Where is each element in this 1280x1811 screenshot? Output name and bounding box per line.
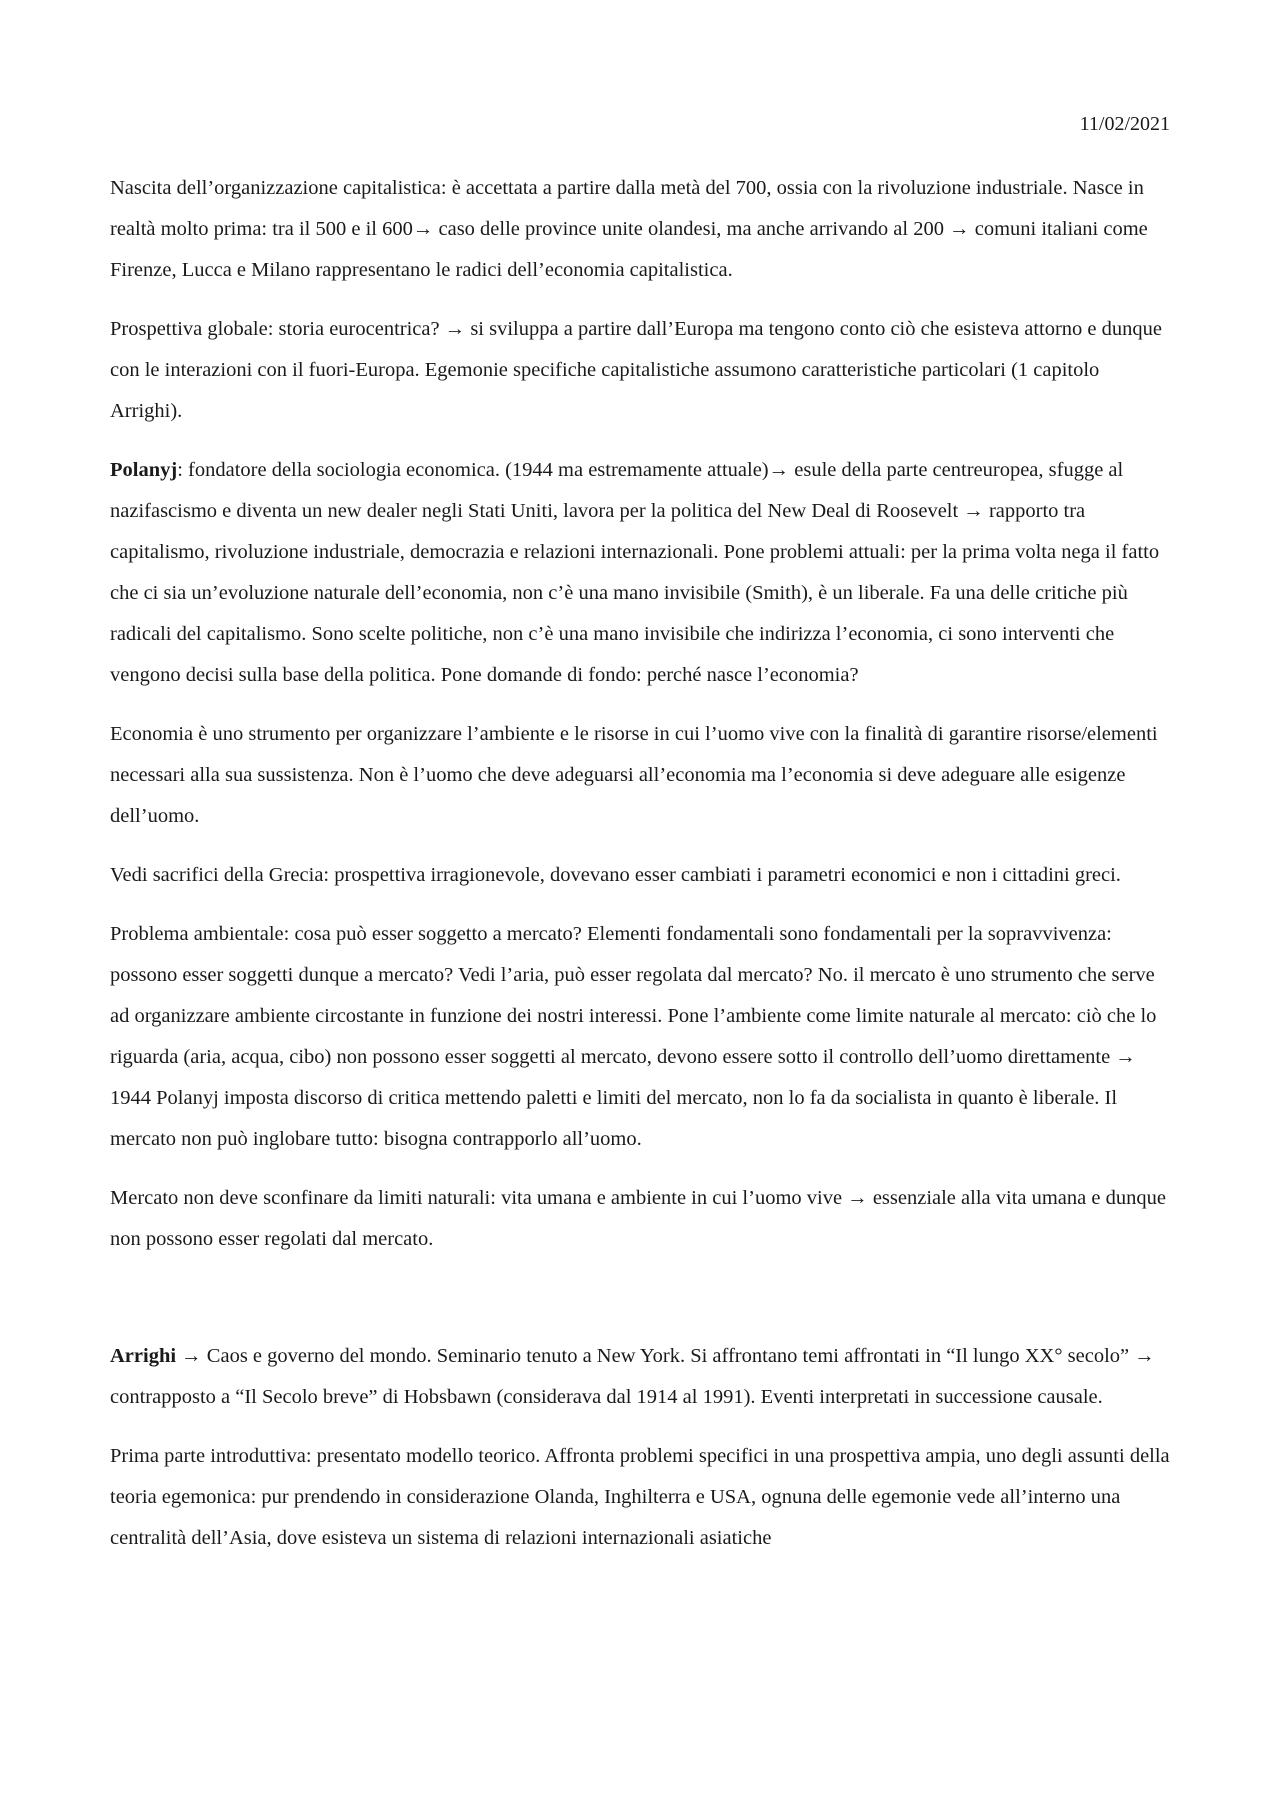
paragraph-text: Economia è uno strumento per organizzare l’ambiente e le risorse in cui l’uomo vive con la finalità di garantire risorse/elementi necessari alla sua sussistenza. Non è l’uomo che deve adeguarsi all’economia ma l’economia si deve adeguare alle esigenze dell’uomo.	[110, 723, 1158, 827]
paragraph-text: Vedi sacrifici della Grecia: prospettiva irragionevole, dovevano esser cambiati i parametri economici e non i cittadini greci.	[110, 864, 1121, 886]
paragraph	[110, 714, 1170, 837]
paragraph-text: → Caos e governo del mondo. Seminario tenuto a New York. Si affrontano temi affrontati in “Il lungo XX° secolo” → contrapposto a “Il Secolo breve” di Hobsbawn (considerava dal 1914 al 1991). Eventi interpretati in successione causale.	[110, 1345, 1155, 1408]
paragraph-bold-lead: Polanyj	[110, 459, 178, 481]
paragraph-text: Problema ambientale: cosa può esser soggetto a mercato? Elementi fondamentali sono fondamentali per la sopravvivenza: possono esser soggetti dunque a mercato? Vedi l’aria, può esser regolata dal mercato? No. il mercato è uno strumento che serve ad organizzare ambiente circostante in funzione dei nostri interessi. Pone l’ambiente come limite naturale al mercato: ciò che lo riguarda (aria, acqua, cibo) non possono esser soggetti al mercato, devono essere sotto il controllo dell’uomo direttamente → 1944 Polanyj imposta discorso di critica mettendo paletti e limiti del mercato, non lo fa da socialista in quanto è liberale. Il mercato non può inglobare tutto: bisogna contrapporlo all’uomo.	[110, 923, 1157, 1150]
paragraph	[110, 1178, 1170, 1260]
paragraph	[110, 1336, 1170, 1418]
paragraph-text: Mercato non deve sconfinare da limiti naturali: vita umana e ambiente in cui l’uomo vive → essenziale alla vita umana e dunque non possono esser regolati dal mercato.	[110, 1187, 1166, 1250]
document-date: 11/02/2021	[1079, 113, 1170, 135]
paragraph-text: : fondatore della sociologia economica. (1944 ma estremamente attuale)→ esule della parte centreuropea, sfugge al nazifascismo e diventa un new dealer negli Stati Uniti, lavora per la politica del New Deal di Roosevelt → rapporto tra capitalismo, rivoluzione industriale, democrazia e relazioni internazionali. Pone problemi attuali: per la prima volta nega il fatto che ci sia un’evoluzione naturale dell’economia, non c’è una mano invisibile (Smith), è un liberale. Fa una delle critiche più radicali del capitalismo. Sono scelte politiche, non c’è una mano invisibile che indirizza l’economia, ci sono interventi che vengono decisi sulla base della politica. Pone domande di fondo: perché nasce l’economia?	[110, 459, 1160, 686]
paragraph-text: Nascita dell’organizzazione capitalistica: è accettata a partire dalla metà del 700, ossia con la rivoluzione industriale. Nasce in realtà molto prima: tra il 500 e il 600→ caso delle province unite olandesi, ma anche arrivando al 200 → comuni italiani come Firenze, Lucca e Milano rappresentano le radici dell’economia capitalistica.	[110, 177, 1148, 281]
section-spacer	[110, 1278, 1170, 1336]
paragraph-bold-lead: Arrighi	[110, 1345, 177, 1367]
paragraph	[110, 914, 1170, 1160]
paragraph	[110, 309, 1170, 432]
document-body	[110, 168, 1170, 1577]
paragraph	[110, 450, 1170, 696]
paragraph	[110, 1436, 1170, 1559]
paragraph	[110, 855, 1170, 896]
paragraph-text: Prima parte introduttiva: presentato modello teorico. Affronta problemi specifici in una prospettiva ampia, uno degli assunti della teoria egemonica: pur prendendo in considerazione Olanda, Inghilterra e USA, ognuna delle egemonie vede all’interno una centralità dell’Asia, dove esisteva un sistema di relazioni internazionali asiatiche	[110, 1445, 1170, 1549]
paragraph-text: Prospettiva globale: storia eurocentrica? → si sviluppa a partire dall’Europa ma tengono conto ciò che esisteva attorno e dunque con le interazioni con il fuori-Europa. Egemonie specifiche capitalistiche assumono caratteristiche particolari (1 capitolo Arrighi).	[110, 318, 1162, 422]
paragraph	[110, 168, 1170, 291]
